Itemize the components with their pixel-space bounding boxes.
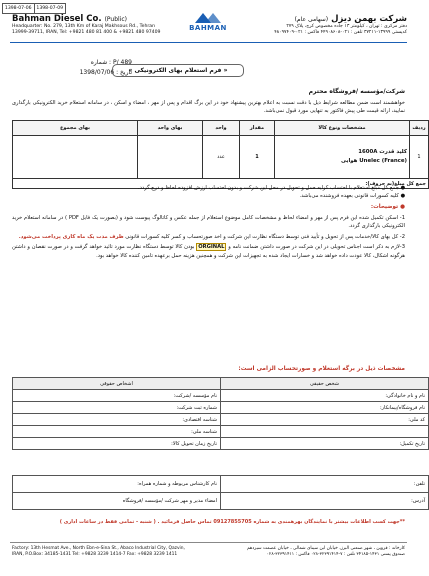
notes-body — [12, 214, 405, 262]
table-row — [13, 414, 429, 426]
address-fa-2: کدپستی ۱۳۹۹۹-۳۷۲۱۱ تلفن : ۰۲۱-۴۴۹۰۸۶۰۸ فاکس : ۰۲۱-۴۸۰۹۷۴۰۹ — [274, 30, 407, 35]
table-row — [13, 438, 429, 450]
row-index: 1 — [410, 136, 429, 179]
field-registration-number[interactable]: شماره ثبت شرکت: — [13, 402, 221, 414]
col-total: بهای مجموع — [13, 121, 138, 136]
header-persian — [182, 14, 407, 36]
footer-english — [12, 546, 202, 558]
row-unit: عدد — [203, 136, 240, 179]
logo-wordmark: BAHMAN — [189, 24, 227, 32]
address-fa-1: دفتر مرکزی : تهران ، کیلومتر ۱۳ جاده مخصوص کرج، پلاک ۲۷۹ — [286, 24, 407, 29]
seller-info-header: مشخصات ذیل در برگه استعلام و صورتحساب الزامی است: — [238, 366, 405, 372]
seller-info-table — [12, 377, 429, 450]
row-qty: 1 — [240, 136, 275, 179]
row-unit-price-field[interactable] — [138, 136, 203, 179]
address-en-1: Headquarter: No. 279, 13th Km of Karaj Makhsous Rd., Tehran — [12, 24, 155, 29]
company-type-fa: (سهامی عام) — [294, 16, 329, 23]
field-completion-date[interactable]: تاریخ تکمیل: — [221, 438, 429, 450]
table-row — [13, 390, 429, 402]
reference-date-value: 1398/07/06 — [79, 69, 115, 76]
company-name-fa-text: شرکت بهمن دیزل — [331, 14, 407, 24]
field-company-name[interactable]: نام مؤسسه /شرکت: — [13, 390, 221, 402]
field-store-name[interactable]: نام فروشگاه/پیمانکار: — [221, 402, 429, 414]
company-name-fa — [182, 14, 407, 24]
header-english — [12, 14, 182, 36]
contact-note-text: **جهت کسب اطلاعات بیشتر با نمایندگان بهرهمندی به شماره — [253, 519, 405, 525]
table-row — [13, 476, 429, 493]
field-phone[interactable]: تلفن: — [221, 476, 429, 493]
date-stamp-right: 1398-07-09 — [36, 6, 64, 11]
footer-divider — [10, 542, 407, 543]
table-row — [13, 426, 429, 438]
col-qty: مقدار — [240, 121, 275, 136]
note-2 — [12, 233, 405, 241]
field-address[interactable]: آدرس: — [221, 493, 429, 510]
header-divider — [10, 42, 407, 43]
note-3-text-a: 3-لازم به ذکر است اجناس تحویلی در این شرکت در صورت داشتن ضمانت نامه و — [228, 244, 405, 251]
factory-address-en-1: Factory: 13th Hesmat Ave., North Ebn-e-Sina St., Abaco Industrial City, Qazvin, — [12, 546, 185, 551]
signature-table — [12, 475, 429, 510]
factory-address-en-2: IRAN, P.O.Box: 34185-1431 Tel: +9828 3239 1414-7 Fax: +9828 3239 1411 — [12, 552, 178, 557]
address-en-2: 13999-39711, IRAN, Tel: +9821 480 81 400 & +9821 480 97409 — [12, 30, 161, 35]
table-row — [13, 136, 429, 179]
factory-address-fa-1: کارخانه : قزوین ، شهر صنعتی البرز، خیابان ابن سینای شمالی ، خیابان عصمت سیزدهم — [246, 546, 405, 551]
note-3-text-b: بودن کالا توسط دستگاه نظارت مورد تائید خواهد گرفت و در صورت نقصان و داشتن هرگونه اشکال، کالا عودت داده خواهد شد و خسارات ایجاد شده به تجهیزات این شرکت و همچنین هزینه حمل برعهده تامین کننده کالا خواهد بود. — [12, 244, 405, 259]
note-2-emphasis: ظرف مدت یک ماه کاری پرداخت می‌شود. — [18, 233, 124, 240]
date-stamp-left: 1398-07-06 — [3, 4, 35, 13]
field-full-name[interactable]: نام و نام خانوادگی: — [221, 390, 429, 402]
seller-head-legal: اشخاص حقوقی — [13, 378, 221, 390]
contact-note — [12, 519, 405, 525]
col-unit-price: بهای واحد — [138, 121, 203, 136]
note-3-highlight: ORGINAL — [198, 244, 225, 251]
row-spec — [275, 136, 410, 179]
sum-label[interactable]: جمع کل مبلغ(به حروف): — [13, 179, 429, 189]
note-3 — [12, 243, 405, 260]
row-spec-line-2: Unelec (France) هوایی — [340, 158, 407, 164]
company-name-en — [12, 14, 182, 24]
field-empty[interactable] — [221, 426, 429, 438]
items-table — [12, 120, 429, 189]
company-name-en-text: Bahman Diesel Co. — [12, 14, 102, 24]
condition-item: ● کلیه کسورات قانونی بعهده فروشنده می‌باشد. — [299, 193, 405, 199]
field-economic-id[interactable]: شناسه اقتصادی: — [13, 414, 221, 426]
company-type-en: (Public) — [104, 16, 128, 23]
form-title: « فرم استعلام بهای الکترونیکی » — [112, 64, 244, 77]
field-signature-stamp[interactable]: امضاء مدیر و مهر شرکت /مؤسسه /فروشگاه — [13, 493, 221, 510]
row-total-field[interactable] — [13, 136, 138, 179]
seller-table-head — [13, 378, 429, 390]
reference-date-label: تاریخ : — [116, 69, 132, 76]
col-unit: واحد — [203, 121, 240, 136]
reference-number-value: P/ 489 — [113, 59, 132, 66]
notes-header: ● توضیحات: — [370, 204, 405, 210]
contact-hours: ( شنبه - تمامی فقط در ساعات اداری ) — [59, 519, 156, 525]
contact-note-text-b: تماس حاصل فرمائید . — [157, 519, 212, 525]
field-delivery-date[interactable]: تاریخ زمان تحویل کالا: — [13, 438, 221, 450]
table-row — [13, 402, 429, 414]
table-row — [13, 493, 429, 510]
field-national-id[interactable]: شناسه ملی: — [13, 426, 221, 438]
field-national-code[interactable]: کد ملی: — [221, 414, 429, 426]
seller-head-natural: شخص حقیقی — [221, 378, 429, 390]
row-spec-line-1: کلید قدرت 1600A — [358, 149, 407, 155]
items-table-header — [13, 121, 429, 136]
col-index: ردیف — [410, 121, 429, 136]
col-spec: مشخصات ونوع کالا — [275, 121, 410, 136]
conditions-list — [12, 184, 405, 200]
field-expert-contact[interactable]: نام کارشناس مربوطه و شماره همراه: — [13, 476, 221, 493]
condition-item: ● جمع کل مبلغ استعلام با احتساب کرایه حمل و تحویل در محل این شرکت و بدون احتساب ارزش افزوده لحاظ و درج گردد. — [137, 185, 405, 191]
reference-number-label: شماره : — [90, 59, 112, 66]
date-stamp-box — [2, 3, 66, 14]
note-2-text: 2- کل بهای کالا/خدمات پس از تحویل و تأیید فنی توسط دستگاه نظارت این شرکت و اخذ صورتحساب و کسر کلیه کسورات قانونی — [125, 233, 405, 240]
factory-address-fa-2: صندوق پستی ۱۴۳۱-۳۴۱۸۵ تلفن : ۷-۳۲۳۹۱۴۱۴-۰۲۸ فاکس : ۳۲۳۹۱۴۱۱-۰۲۸ — [266, 552, 405, 557]
intro-paragraph: خواهشمند است ضمن مطالعه شرایط ذیل با دقت نسبت به اعلام بهترین پیشنهاد خود در این برگ اقدام و پس از مهر ، امضاء و اسکن ، در سامانه استعلام خرید الکترونیکی بارگذاری نمایید، ارائه قیمت طی پیش فاکتور به تنهایی مورد قبول نمی‌باشد. — [12, 100, 405, 114]
note-1: 1- اسکن تکمیل شده این فرم پس از مهر و امضاء لحاظ و مشخصات کامل موضوع استعلام از جمله عکس و کاتالوگ پیوست شود و (بصورت یک فایل PDF ) در سامانه استعلام خرید الکترونیکی بارگذاری گردد. — [12, 215, 405, 230]
contact-phone-number: 09127855705 — [213, 519, 252, 525]
salutation: شرکت/مؤسسه /فروشگاه محترم — [308, 88, 405, 95]
footer-persian — [215, 546, 405, 558]
